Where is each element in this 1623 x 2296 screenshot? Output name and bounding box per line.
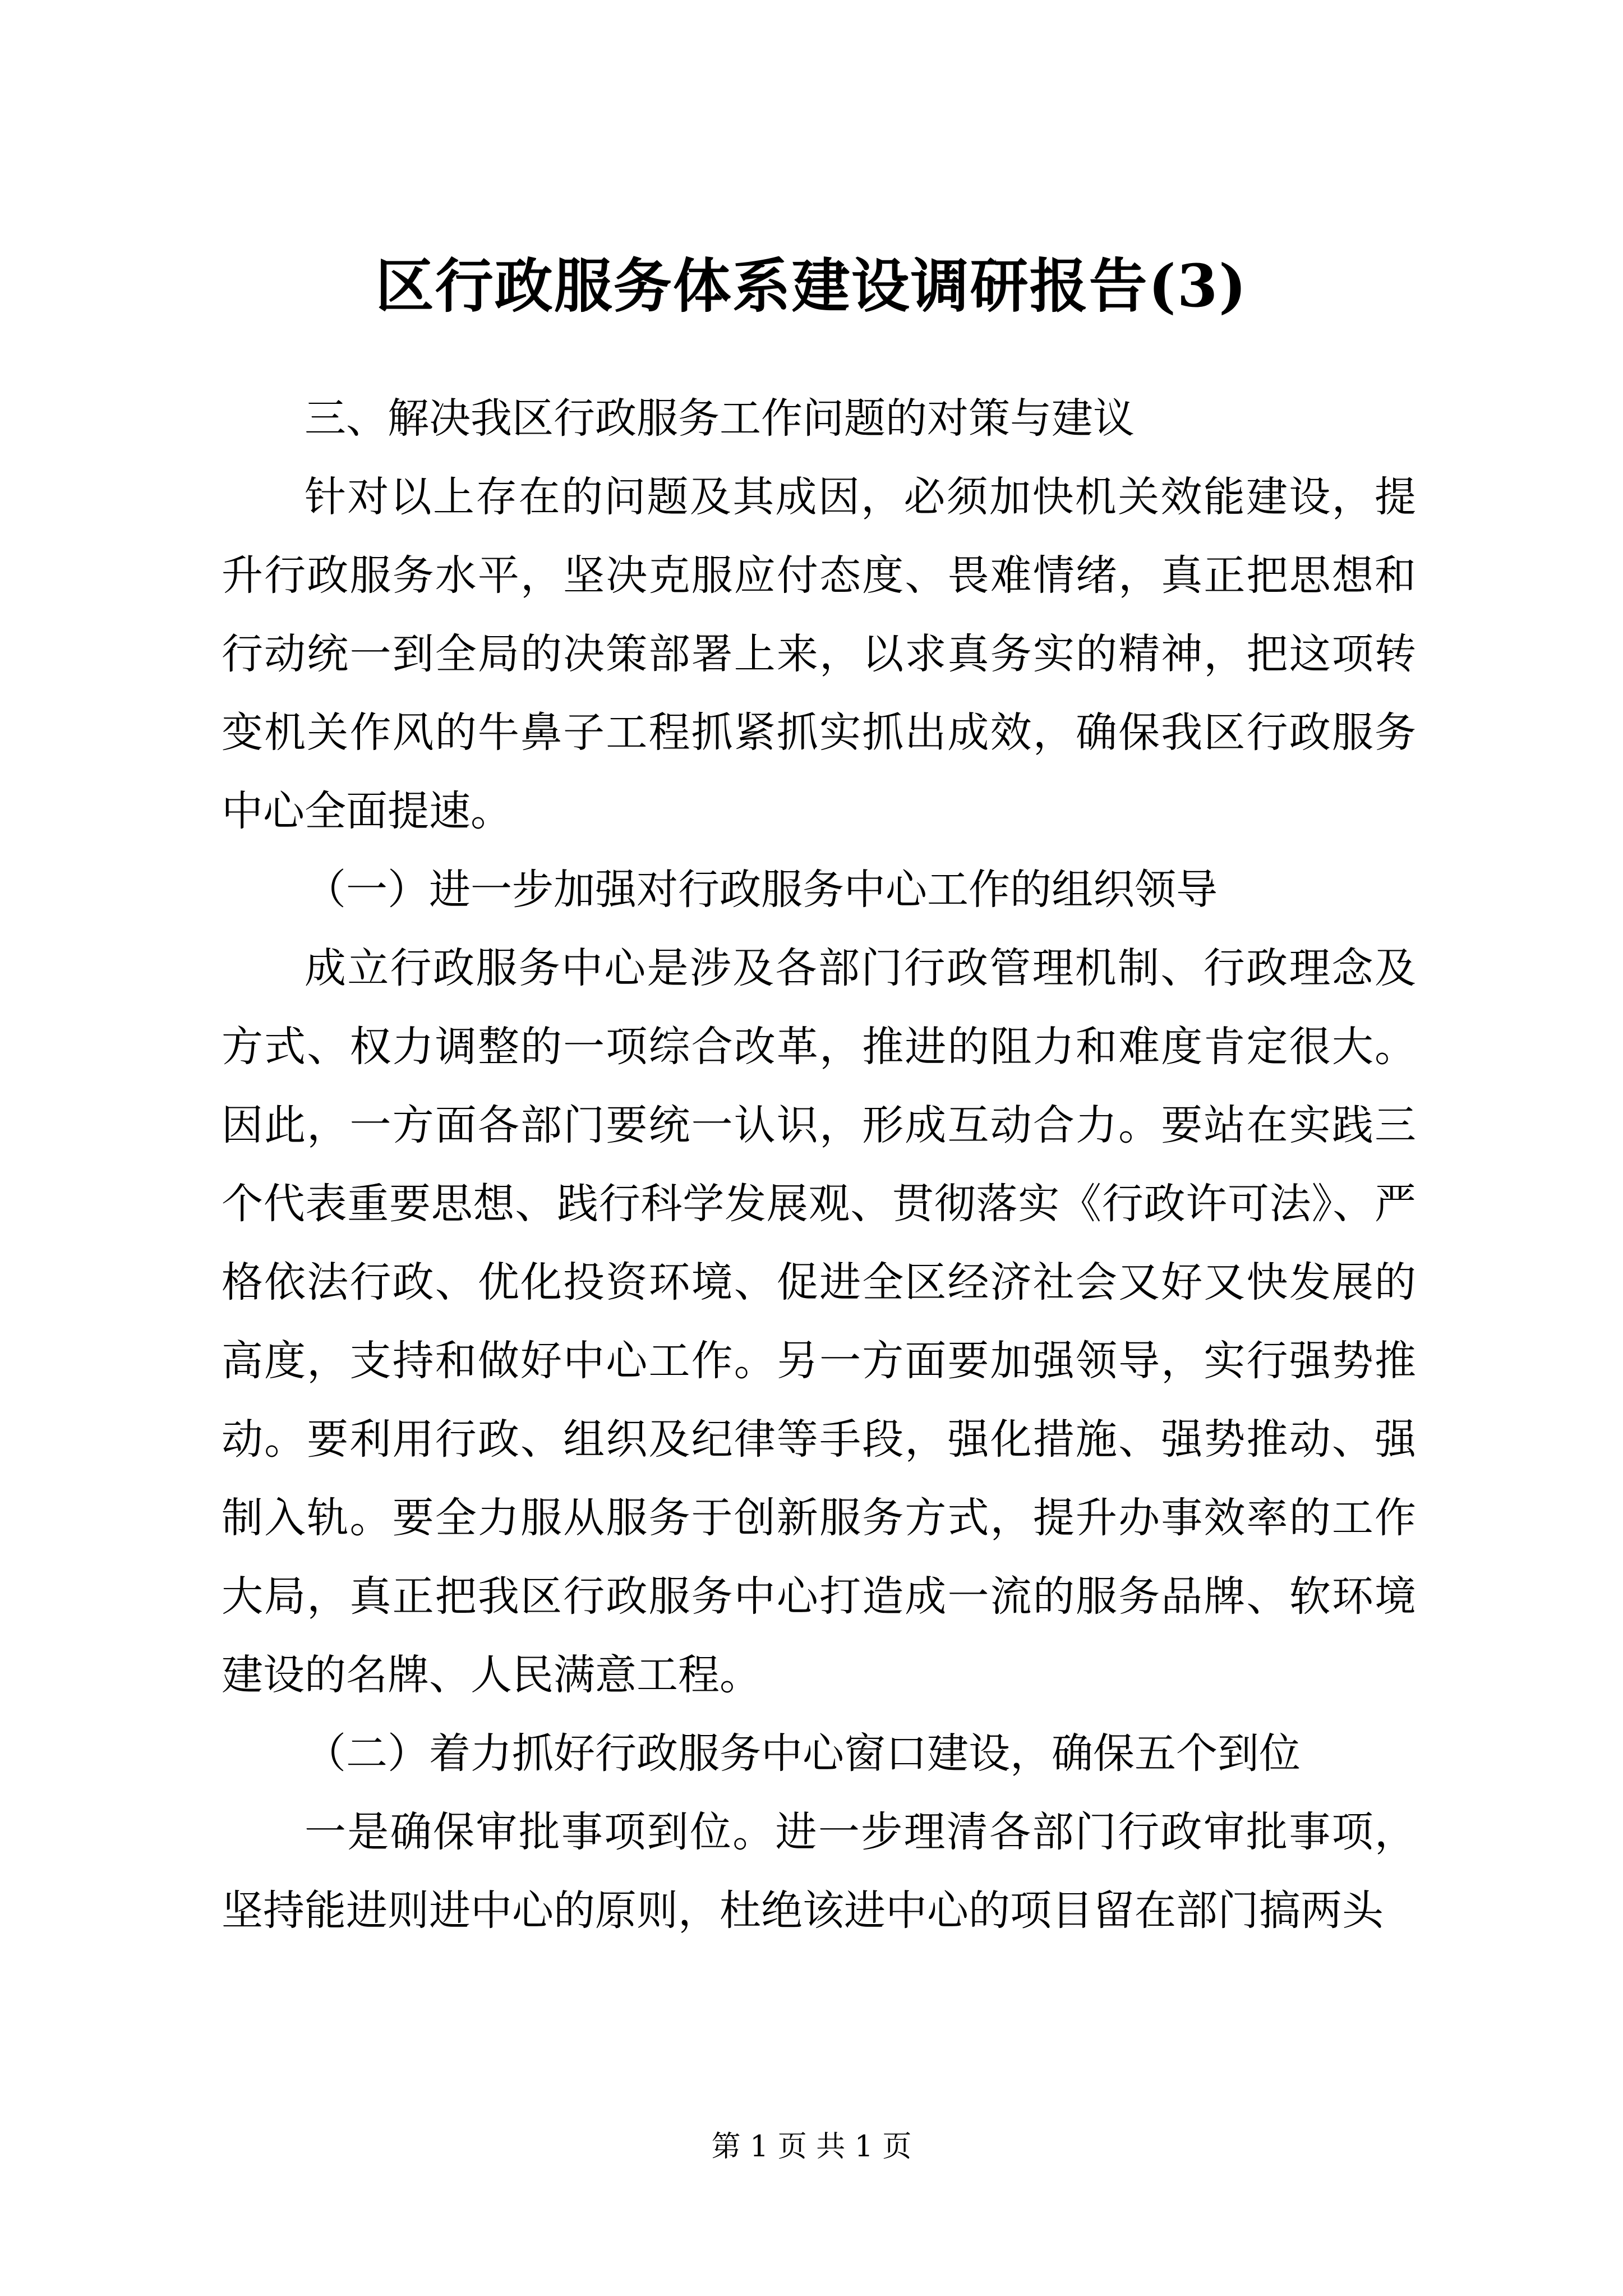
paragraph-intro: 针对以上存在的问题及其成因，必须加快机关效能建设，提升行政服务水平，坚决克服应付态度、畏难情绪，真正把思想和行动统一到全局的决策部署上来，以求真务实的精神，把这项转变机关作风的牛鼻子工程抓紧抓实抓出成效，确保我区行政服务中心全面提速。 xyxy=(222,473,1416,835)
section-heading-3: 三、解决我区行政服务工作问题的对策与建议 xyxy=(305,394,1135,443)
subsection-heading-2: （二）着力抓好行政服务中心窗口建设，确保五个到位 xyxy=(305,1729,1301,1778)
subsection-heading-1: （一）进一步加强对行政服务中心工作的组织领导 xyxy=(305,866,1218,914)
document-body xyxy=(222,379,1416,1950)
paragraph-window-construction: 一是确保审批事项到位。进一步理清各部门行政审批事项，坚持能进则进中心的原则，杜绝该进中心的项目留在部门搞两头 xyxy=(222,1808,1416,1935)
document-title: 区行政服务体系建设调研报告(3) xyxy=(375,251,1248,320)
page-footer: 第 1 页 共 1 页 xyxy=(711,2130,912,2164)
paragraph-leadership: 成立行政服务中心是涉及各部门行政管理机制、行政理念及方式、权力调整的一项综合改革，推进的阻力和难度肯定很大。因此，一方面各部门要统一认识，形成互动合力。要站在实践三个代表重要思想、践行科学发展观、贯彻落实《行政许可法》、严格依法行政、优化投资环境、促进全区经济社会又好又快发展的高度，支持和做好中心工作。另一方面要加强领导，实行强势推动。要利用行政、组织及纪律等手段，强化措施、强势推动、强制入轨。要全力服从服务于创新服务方式，提升办事效率的工作大局，真正把我区行政服务中心打造成一流的服务品牌、软环境建设的名牌、人民满意工程。 xyxy=(222,944,1416,1699)
